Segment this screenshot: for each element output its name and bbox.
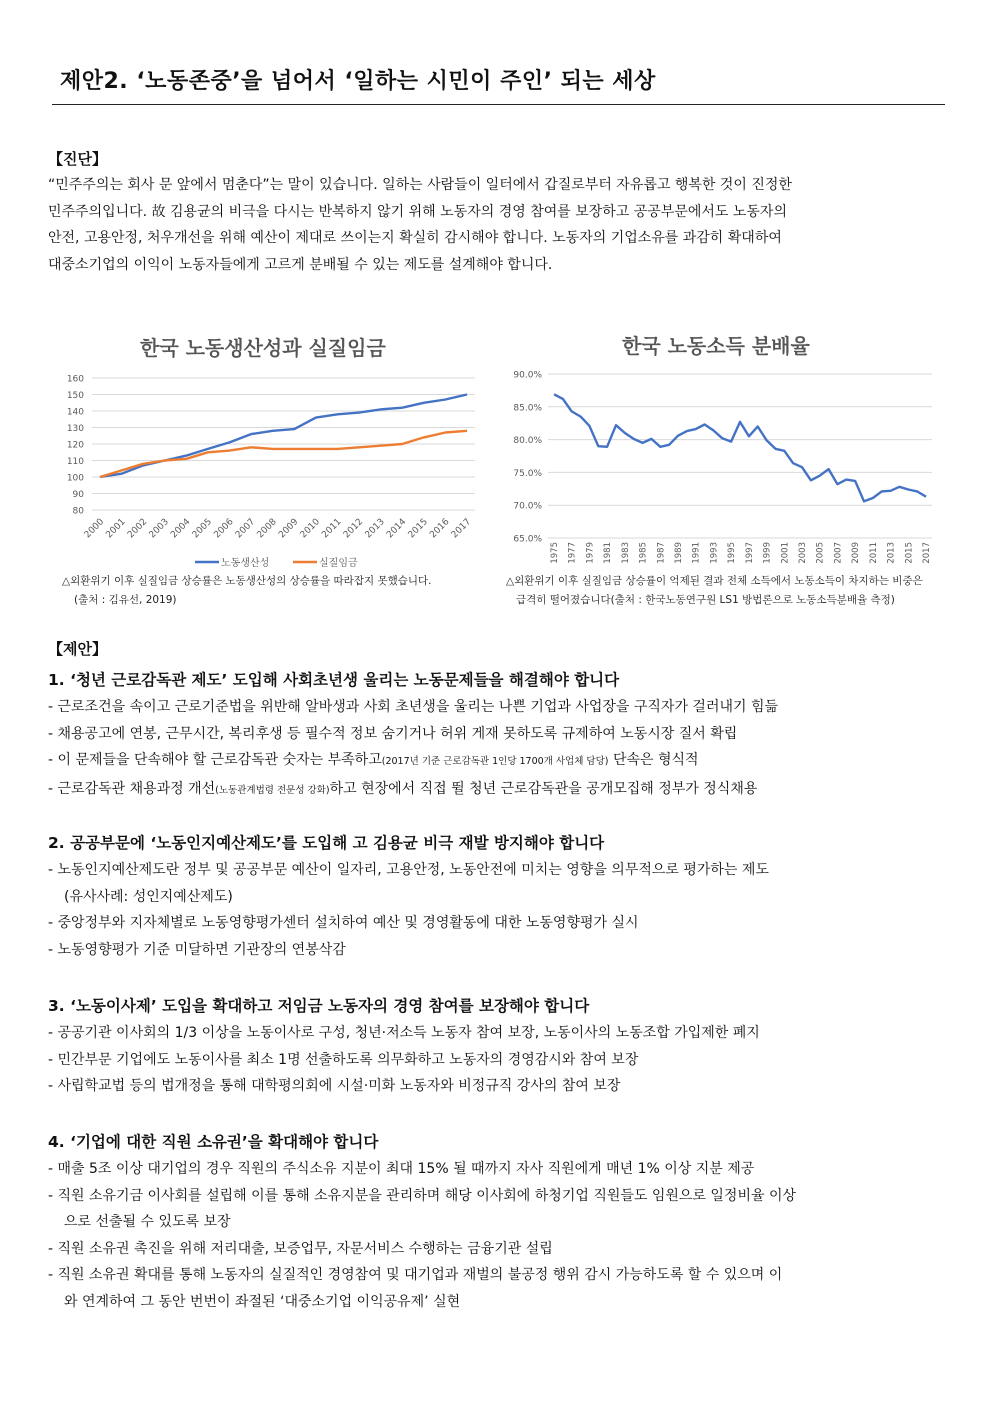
proposal-1-list [48, 694, 948, 804]
list-item: - 직원 소유권 촉진을 위해 저리대출, 보증업무, 자문서비스 수행하는 금융기관 설립 [48, 1240, 553, 1257]
x-tick-label: 2017 [922, 542, 932, 564]
y-tick-label: 110 [66, 457, 84, 467]
y-tick-label: 70.0% [513, 501, 542, 512]
x-tick-label: 1985 [638, 542, 649, 564]
chart1-title: 한국 노동생산성과 실질임금 [140, 336, 386, 360]
x-tick-label: 1977 [567, 542, 578, 564]
x-tick-label: 1995 [727, 542, 738, 564]
x-tick-label: 2000 [82, 517, 107, 541]
x-tick-label: 1991 [691, 542, 702, 564]
x-tick-label: 2007 [833, 542, 844, 564]
list-item [48, 1262, 948, 1315]
list-item-text: - 노동인지예산제도란 정부 및 공공부문 예산이 일자리, 고용안정, 노동안전에 미치는 영향을 의무적으로 평가하는 제도 [48, 862, 769, 878]
x-tick-label: 1975 [550, 542, 560, 564]
chart2-caption-line-2: 급격히 떨어졌습니다(출처 : 한국노동연구원 LS1 방법론으로 노동소득분배율 측정) [516, 594, 895, 606]
list-item: - 공공기관 이사회의 1/3 이상을 노동이사로 구성, 청년·저소득 노동자 참여 보장, 노동이사의 노동조합 가입제한 폐지 [48, 1025, 760, 1041]
y-tick-label: 140 [66, 407, 84, 418]
y-tick-label: 75.0% [513, 468, 542, 479]
x-tick-label: 2017 [449, 517, 474, 541]
y-tick-label: 80.0% [513, 436, 542, 447]
legend-label: 실질임금 [319, 558, 358, 569]
list-item [48, 747, 948, 776]
list-item: - 근로조건을 속이고 근로기준법을 위반해 알바생과 사회 초년생을 울리는 나쁜 기업과 사업장을 구직자가 걸러내기 힘듦 [48, 699, 779, 715]
x-tick-label: 2015 [904, 542, 915, 564]
series-line [100, 431, 467, 477]
x-tick-label: 1979 [585, 542, 596, 564]
x-tick-label: 2010 [298, 517, 323, 541]
list-item: - 중앙정부와 지자체별로 노동영향평가센터 설치하여 예산 및 경영활동에 대한 노동영향평가 실시 [48, 915, 639, 932]
y-tick-label: 100 [66, 473, 84, 484]
y-tick-label: 65.0% [513, 534, 542, 545]
list-item-note: (노동관계법령 전문성 강화) [215, 784, 330, 796]
y-tick-label: 120 [66, 440, 84, 451]
legend-label: 노동생산성 [221, 558, 270, 569]
list-item-note: (2017년 기준 근로감독관 1인당 1700개 사업체 담당) [381, 756, 609, 768]
proposal-1-title: 1. ‘청년 근로감독관 제도’ 도입해 사회초년생 울리는 노동문제들을 해결해야 합니다 [48, 671, 620, 689]
series-line [554, 394, 926, 501]
x-tick-label: 1997 [744, 542, 755, 564]
x-tick-label: 2005 [190, 517, 215, 541]
x-tick-label: 2015 [406, 517, 430, 541]
x-tick-label: 2005 [815, 542, 826, 564]
x-tick-label: 2003 [147, 517, 171, 541]
x-tick-label: 2006 [212, 517, 236, 541]
diagnosis-line: “민주주의는 회사 문 앞에서 멈춘다”는 말이 있습니다. 일하는 사람들이 일터에서 갑질로부터 자유롭고 행복한 것이 진정한 [48, 177, 792, 193]
proposal-4-list [48, 1156, 948, 1316]
y-tick-label: 160 [66, 374, 84, 385]
list-item [48, 776, 948, 805]
y-tick-label: 150 [66, 391, 84, 401]
list-item-text: - 이 문제들을 단속해야 할 근로감독관 숫자는 부족하고 [48, 752, 382, 769]
x-tick-label: 1989 [674, 542, 684, 564]
series-line [100, 395, 467, 478]
list-item-text-end: 단속은 형식적 [608, 752, 699, 769]
x-tick-label: 2001 [780, 542, 791, 564]
chart1-caption-line: △외환위기 이후 실질임금 상승률은 노동생산성의 상승률을 따라잡지 못했습니다. [62, 575, 432, 587]
diagnosis-heading: 【진단】 [48, 150, 107, 168]
x-tick-label: 2004 [169, 517, 193, 541]
diagnosis-line: 민주주의입니다. 故 김용균의 비극을 다시는 반복하지 않기 위해 노동자의 경영 참여를 보장하고 공공부문에서도 노동자의 [48, 203, 787, 220]
chart2-caption-line: △외환위기 이후 실질임금 상승률이 억제된 결과 전체 소득에서 노동소득이 차지하는 비중은 [506, 575, 923, 587]
x-tick-label: 2002 [126, 517, 150, 541]
proposal-2-list [48, 857, 948, 963]
x-tick-label: 2012 [341, 517, 366, 541]
y-tick-label: 90.0% [513, 370, 542, 381]
chart1-caption [62, 572, 432, 610]
list-item [48, 857, 948, 910]
productivity-wage-chart [50, 366, 490, 572]
x-tick-label: 1993 [709, 542, 720, 564]
y-tick-label: 80 [72, 506, 84, 517]
x-tick-label: 2003 [798, 542, 808, 564]
diagnosis-line: 대중소기업의 이익이 노동자들에게 고르게 분배될 수 있는 제도를 설계해야 합니다. [48, 256, 553, 273]
list-item: - 민간부문 기업에도 노동이사를 최소 1명 선출하도록 의무화하고 노동자의 경영감시와 참여 보장 [48, 1051, 639, 1068]
proposal-2-title: 2. 공공부문에 ‘노동인지예산제도’를 도입해 고 김용균 비극 재발 방지해야 합니다 [48, 834, 605, 852]
x-tick-label: 2011 [868, 542, 879, 564]
x-tick-label: 2011 [320, 517, 344, 541]
list-item-text: - 직원 소유기금 이사회를 설립해 이를 통해 소유지분을 관리하며 해당 이사회에 하청기업 직원들도 임원으로 일정비율 이상 [48, 1187, 797, 1204]
diagnosis-text [48, 172, 944, 278]
list-item: - 채용공고에 연봉, 근무시간, 복리후생 등 필수적 정보 숨기거나 허위 게재 못하도록 규제하여 노동시장 질서 확립 [48, 725, 738, 742]
list-item-text: - 직원 소유권 확대를 통해 노동자의 실질적인 경영참여 및 대기업과 재벌의 불공정 행위 감시 가능하도록 할 수 있으며 이 [48, 1267, 783, 1284]
x-tick-label: 2001 [104, 517, 128, 541]
page-title: 제안2. ‘노동존중’을 넘어서 ‘일하는 시민이 주인’ 되는 세상 [60, 69, 656, 94]
chart2-caption [506, 572, 923, 610]
y-tick-label: 130 [66, 424, 84, 434]
list-item-continuation: (유사사례: 성인지예산제도) [64, 888, 233, 905]
x-tick-label: 2007 [233, 517, 258, 541]
x-tick-label: 2009 [277, 517, 301, 541]
x-tick-label: 1999 [762, 542, 773, 564]
list-item-continuation: 으로 선출될 수 있도록 보장 [64, 1214, 231, 1231]
x-tick-label: 2016 [428, 517, 452, 541]
x-tick-label: 2013 [886, 542, 897, 564]
proposal-4-title: 4. ‘기업에 대한 직원 소유권’을 확대해야 합니다 [48, 1133, 379, 1151]
labor-income-share-chart [498, 362, 944, 574]
list-item-text-end: 하고 현장에서 직접 뛸 청년 근로감독관을 공개모집해 정부가 정식채용 [329, 780, 758, 797]
proposal-3-title: 3. ‘노동이사제’ 도입을 확대하고 저임금 노동자의 경영 참여를 보장해야 합니다 [48, 997, 590, 1015]
list-item: - 매출 5조 이상 대기업의 경우 직원의 주식소유 지분이 최대 15% 될 때까지 자사 직원에게 매년 1% 이상 지분 제공 [48, 1161, 755, 1177]
x-tick-label: 1987 [656, 542, 667, 564]
x-tick-label: 1983 [620, 542, 631, 564]
y-tick-label: 90 [72, 490, 84, 500]
diagnosis-line: 안전, 고용안정, 처우개선을 위해 예산이 제대로 쓰이는지 확실히 감시해야 합니다. 노동자의 기업소유를 과감히 확대하여 [48, 230, 782, 247]
x-tick-label: 2014 [385, 517, 409, 541]
title-divider [52, 104, 945, 105]
list-item: - 사립학교법 등의 법개정을 통해 대학평의회에 시설·미화 노동자와 비정규직 강사의 참여 보장 [48, 1078, 621, 1095]
y-tick-label: 85.0% [513, 403, 542, 414]
list-item: - 노동영향평가 기준 미달하면 기관장의 연봉삭감 [48, 941, 346, 958]
proposals-heading: 【제안】 [48, 640, 107, 658]
x-tick-label: 2009 [851, 542, 862, 564]
chart1-caption-source: (출처 : 김유선, 2019) [74, 594, 177, 606]
x-tick-label: 1981 [603, 542, 614, 564]
list-item [48, 1183, 948, 1236]
list-item-text: - 근로감독관 채용과정 개선 [48, 780, 216, 797]
x-tick-label: 2013 [363, 517, 387, 541]
chart2-title: 한국 노동소득 분배율 [622, 334, 810, 358]
list-item-continuation: 와 연계하여 그 동안 번번이 좌절된 ‘대중소기업 이익공유제’ 실현 [64, 1293, 461, 1310]
x-tick-label: 2008 [255, 517, 279, 541]
proposal-3-list [48, 1020, 948, 1100]
